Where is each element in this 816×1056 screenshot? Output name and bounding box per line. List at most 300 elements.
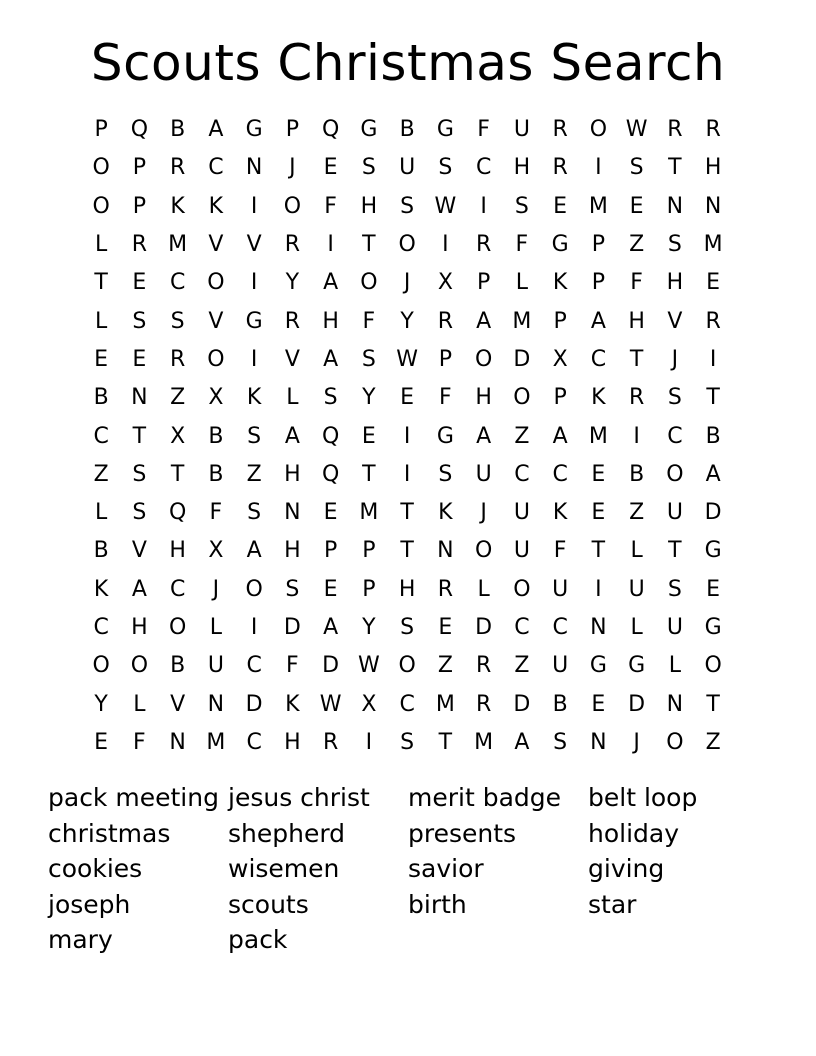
grid-letter: Z [437,653,453,679]
grid-letter: Y [94,691,108,717]
grid-letter: G [704,615,722,640]
grid-letter: D [704,500,722,526]
grid-letter: S [629,155,644,181]
word-list-item: belt loop [588,783,698,812]
grid-letter: X [361,691,377,717]
grid-letter: E [323,576,338,602]
grid-letter: J [633,729,640,755]
grid-letter: R [552,155,568,181]
grid-letter: F [324,193,337,219]
grid-letter: R [667,117,683,143]
grid-letter: E [323,155,338,181]
grid-letter: P [323,538,338,564]
grid-letter: C [514,615,530,640]
grid-letter: V [246,232,262,258]
grid-letter: J [289,155,296,181]
grid-letter: A [552,423,568,449]
grid-letter: E [706,576,721,602]
grid-letter: K [591,385,606,411]
grid-letter: I [365,729,373,755]
grid-letter: P [362,576,376,602]
grid-letter: S [553,729,568,755]
letter-grid [82,111,732,762]
word-list-item: scouts [228,889,309,919]
grid-letter: B [93,385,109,411]
grid-letter: T [706,691,720,717]
grid-letter: U [513,117,530,143]
word-list-item: cookies [48,854,143,883]
grid-letter: K [438,500,453,526]
grid-letter: I [595,576,602,602]
grid-letter: Y [362,385,376,411]
grid-letter: V [284,346,300,372]
grid-letter: X [170,423,186,449]
grid-letter: C [93,423,109,449]
grid-letter: O [474,538,493,564]
grid-letter: E [706,270,721,296]
grid-letter: S [438,155,453,181]
grid-letter: F [286,653,299,679]
grid-letter: X [208,538,224,564]
grid-letter: E [132,270,147,296]
grid-letter: S [400,193,415,219]
word-list-item: shepherd [228,818,346,848]
grid-letter: P [362,538,376,564]
grid-letter: S [667,232,682,258]
grid-letter: E [438,615,453,640]
grid-letter: G [436,117,454,143]
grid-letter: A [705,461,721,487]
grid-letter: P [132,193,147,219]
grid-letter: U [399,155,416,181]
grid-letter: F [439,385,452,411]
grid-letter: L [94,500,108,526]
grid-letter: M [474,729,494,755]
grid-letter: L [209,615,222,640]
grid-letter: S [514,193,529,219]
grid-letter: G [551,232,569,258]
grid-letter: F [630,270,643,296]
grid-letter: S [170,308,185,334]
grid-letter: D [628,691,646,717]
grid-letter: R [437,576,454,602]
grid-letter: W [625,117,648,143]
grid-letter: N [207,691,225,717]
grid-letter: P [591,270,606,296]
grid-letter: H [398,576,416,602]
grid-letter: N [131,385,148,411]
grid-letter: P [591,232,606,258]
grid-letter: Y [400,308,414,334]
grid-letter: H [284,729,301,755]
grid-letter: S [667,385,682,411]
grid-letter: S [361,346,376,372]
grid-letter: E [132,346,147,372]
grid-letter: T [362,461,376,487]
grid-letter: E [94,346,109,372]
grid-letter: T [668,538,682,564]
grid-letter: T [400,500,414,526]
grid-letter: O [360,270,378,296]
grid-letter: Z [514,423,530,449]
grid-letter: R [169,346,186,372]
grid-letter: S [361,155,376,181]
grid-letter: E [400,385,415,411]
grid-letter: C [399,691,415,717]
grid-letter: C [552,461,568,487]
grid-letter: L [286,385,299,411]
grid-letter: L [94,232,108,258]
grid-letter: T [94,270,108,296]
grid-letter: E [629,193,644,219]
word-list-item: holiday [588,818,680,848]
grid-letter: Z [629,232,645,258]
grid-letter: R [705,308,721,334]
grid-letter: A [284,423,300,449]
grid-letter: Q [321,423,340,449]
grid-letter: O [207,346,225,372]
grid-letter: K [208,193,224,219]
grid-letter: H [284,461,301,487]
grid-letter: C [475,155,492,181]
grid-letter: M [703,232,723,258]
grid-letter: Q [168,500,187,526]
puzzle-title: Scouts Christmas Search [90,34,726,92]
grid-letter: L [668,653,681,679]
grid-letter: I [480,193,487,219]
grid-letter: Q [321,461,340,487]
grid-letter: V [667,308,683,334]
grid-letter: T [362,232,376,258]
grid-letter: C [169,576,186,602]
grid-letter: R [475,232,492,258]
grid-letter: P [476,270,491,296]
word-list-item: mary [48,925,113,954]
grid-letter: Z [705,729,721,755]
grid-letter: R [169,155,186,181]
grid-letter: W [357,653,380,679]
grid-letter: G [436,423,454,449]
grid-letter: O [513,576,531,602]
grid-letter: C [93,615,109,640]
grid-letter: R [284,232,301,258]
grid-letter: I [327,232,334,258]
grid-letter: H [513,155,531,181]
grid-letter: O [92,155,110,181]
grid-letter: E [591,691,606,717]
grid-letter: W [434,193,457,219]
grid-letter: F [133,729,146,755]
grid-letter: R [322,729,339,755]
grid-letter: R [628,385,645,411]
grid-letter: Z [170,385,186,411]
grid-letter: O [92,193,110,219]
grid-letter: H [169,538,186,564]
grid-letter: N [284,500,301,526]
grid-letter: S [400,615,415,640]
grid-letter: S [323,385,338,411]
grid-letter: U [552,653,569,679]
grid-letter: R [284,308,301,334]
grid-letter: H [666,270,684,296]
grid-letter: J [212,576,220,602]
grid-letter: E [361,423,376,449]
grid-letter: D [322,653,340,679]
grid-letter: K [93,576,109,602]
grid-letter: V [208,308,224,334]
grid-letter: E [94,729,109,755]
grid-letter: B [170,117,186,143]
grid-letter: A [476,423,492,449]
grid-letter: Y [362,615,376,640]
grid-letter: O [704,653,722,679]
word-list-item: giving [588,854,665,883]
grid-letter: V [131,538,147,564]
grid-letter: I [250,270,258,296]
grid-letter: O [92,653,110,679]
grid-letter: W [319,691,342,717]
grid-letter: I [709,346,717,372]
grid-letter: S [247,423,262,449]
grid-letter: A [323,270,339,296]
grid-letter: O [398,653,416,679]
grid-letter: C [590,346,607,372]
grid-letter: N [437,538,454,564]
grid-letter: L [94,308,108,334]
grid-letter: W [396,346,418,372]
word-list-item: christmas [48,818,171,848]
grid-letter: O [168,615,187,640]
word-list-item: savior [408,854,484,883]
grid-letter: J [403,270,411,296]
grid-letter: H [322,308,339,334]
grid-letter: S [400,729,415,755]
grid-letter: P [132,155,147,181]
grid-letter: I [595,155,602,181]
grid-letter: E [553,193,568,219]
grid-letter: A [323,615,339,640]
grid-letter: U [513,538,530,564]
grid-letter: D [475,615,493,640]
grid-letter: U [628,576,645,602]
grid-letter: C [246,729,262,755]
grid-letter: L [515,270,528,296]
grid-letter: O [130,653,149,679]
grid-letter: M [168,232,188,258]
grid-letter: S [285,576,300,602]
word-list-item: joseph [48,889,131,919]
grid-letter: G [628,653,646,679]
word-list-item: star [588,889,637,919]
grid-letter: G [245,308,263,334]
grid-letter: U [666,615,683,640]
grid-letter: N [590,615,607,640]
grid-letter: I [633,423,640,449]
grid-letter: I [403,461,411,487]
grid-letter: E [591,500,606,526]
grid-letter: C [514,461,530,487]
grid-letter: K [552,270,568,296]
grid-letter: C [667,423,683,449]
grid-letter: S [247,500,262,526]
grid-letter: G [360,117,378,143]
grid-letter: R [475,691,492,717]
grid-letter: P [94,117,108,143]
grid-letter: F [515,232,529,258]
grid-letter: M [512,308,532,334]
grid-letter: R [705,117,721,143]
grid-letter: L [630,615,643,640]
grid-letter: O [666,461,684,487]
word-list [48,780,768,958]
grid-letter: C [208,155,224,181]
word-list-item: wisemen [228,854,340,883]
grid-letter: B [208,461,224,487]
grid-letter: L [477,576,490,602]
grid-letter: P [553,308,567,334]
grid-letter: B [552,691,568,717]
grid-letter: K [246,385,262,411]
grid-letter: D [245,691,263,717]
grid-letter: M [206,729,226,755]
grid-letter: T [170,461,185,487]
grid-letter: R [131,232,148,258]
grid-letter: V [170,691,186,717]
grid-letter: N [666,193,684,219]
grid-letter: D [283,615,301,640]
grid-letter: N [704,193,722,219]
grid-letter: U [513,500,530,526]
grid-letter: G [245,117,263,143]
grid-letter: A [514,729,530,755]
grid-letter: V [208,232,224,258]
grid-letter: P [553,385,567,411]
grid-letter: B [629,461,645,487]
grid-letter: O [207,270,225,296]
word-list-item: pack meeting [48,783,219,812]
grid-letter: H [360,193,378,219]
grid-letter: R [552,117,568,143]
grid-letter: N [666,691,684,717]
grid-letter: J [480,500,487,526]
grid-letter: I [250,615,258,640]
grid-letter: Z [514,653,530,679]
grid-letter: O [513,385,531,411]
grid-letter: H [628,308,645,334]
grid-letter: X [437,270,453,296]
grid-letter: A [246,538,262,564]
grid-letter: B [93,538,109,564]
grid-letter: U [207,653,224,679]
grid-letter: K [285,691,300,717]
grid-letter: N [245,155,263,181]
grid-letter: T [438,729,453,755]
grid-letter: C [169,270,186,296]
grid-letter: O [474,346,493,372]
grid-letter: T [400,538,414,564]
grid-letter: F [477,117,490,143]
grid-letter: G [589,653,607,679]
grid-letter: A [476,308,492,334]
word-list-item: merit badge [408,783,562,812]
grid-letter: C [246,653,262,679]
grid-letter: P [285,117,300,143]
grid-letter: A [208,117,224,143]
grid-letter: O [398,232,416,258]
grid-letter: A [131,576,147,602]
grid-letter: T [629,346,644,372]
grid-letter: K [170,193,185,219]
grid-letter: B [208,423,224,449]
grid-letter: F [362,308,376,334]
grid-letter: R [475,653,492,679]
grid-letter: Z [93,461,109,487]
grid-letter: U [666,500,683,526]
grid-letter: B [399,117,415,143]
grid-letter: I [250,346,258,372]
grid-letter: I [442,232,449,258]
grid-letter: O [589,117,608,143]
grid-letter: Q [130,117,149,143]
grid-letter: Z [629,500,645,526]
grid-letter: Y [285,270,300,296]
grid-letter: L [630,538,643,564]
grid-letter: S [438,461,453,487]
grid-letter: I [250,193,258,219]
grid-letter: L [133,691,146,717]
grid-letter: M [588,423,608,449]
grid-letter: X [208,385,224,411]
grid-letter: T [706,385,720,411]
grid-letter: O [245,576,263,602]
grid-letter: O [666,729,684,755]
grid-letter: H [284,538,301,564]
grid-letter: H [704,155,722,181]
grid-letter: R [437,308,454,334]
grid-letter: D [513,346,531,372]
grid-letter: P [438,346,453,372]
grid-letter: S [667,576,682,602]
grid-letter: Z [246,461,262,487]
grid-letter: T [591,538,606,564]
grid-letter: A [323,346,339,372]
grid-letter: F [553,538,567,564]
grid-letter: N [169,729,186,755]
grid-letter: Q [321,117,340,143]
grid-letter: C [552,615,568,640]
word-list-item: birth [408,889,467,919]
grid-letter: S [132,308,147,334]
grid-letter: G [704,538,722,564]
grid-letter: E [323,500,338,526]
word-list-item: presents [408,818,517,848]
grid-letter: E [591,461,606,487]
grid-letter: M [435,691,455,717]
grid-letter: T [132,423,147,449]
grid-letter: I [403,423,411,449]
grid-letter: S [132,500,147,526]
grid-letter: N [590,729,607,755]
grid-letter: U [552,576,569,602]
grid-letter: J [671,346,679,372]
grid-letter: U [475,461,492,487]
grid-letter: X [552,346,568,372]
grid-letter: M [588,193,608,219]
grid-letter: M [359,500,379,526]
grid-letter: A [590,308,606,334]
grid-letter: T [668,155,682,181]
grid-letter: B [170,653,186,679]
